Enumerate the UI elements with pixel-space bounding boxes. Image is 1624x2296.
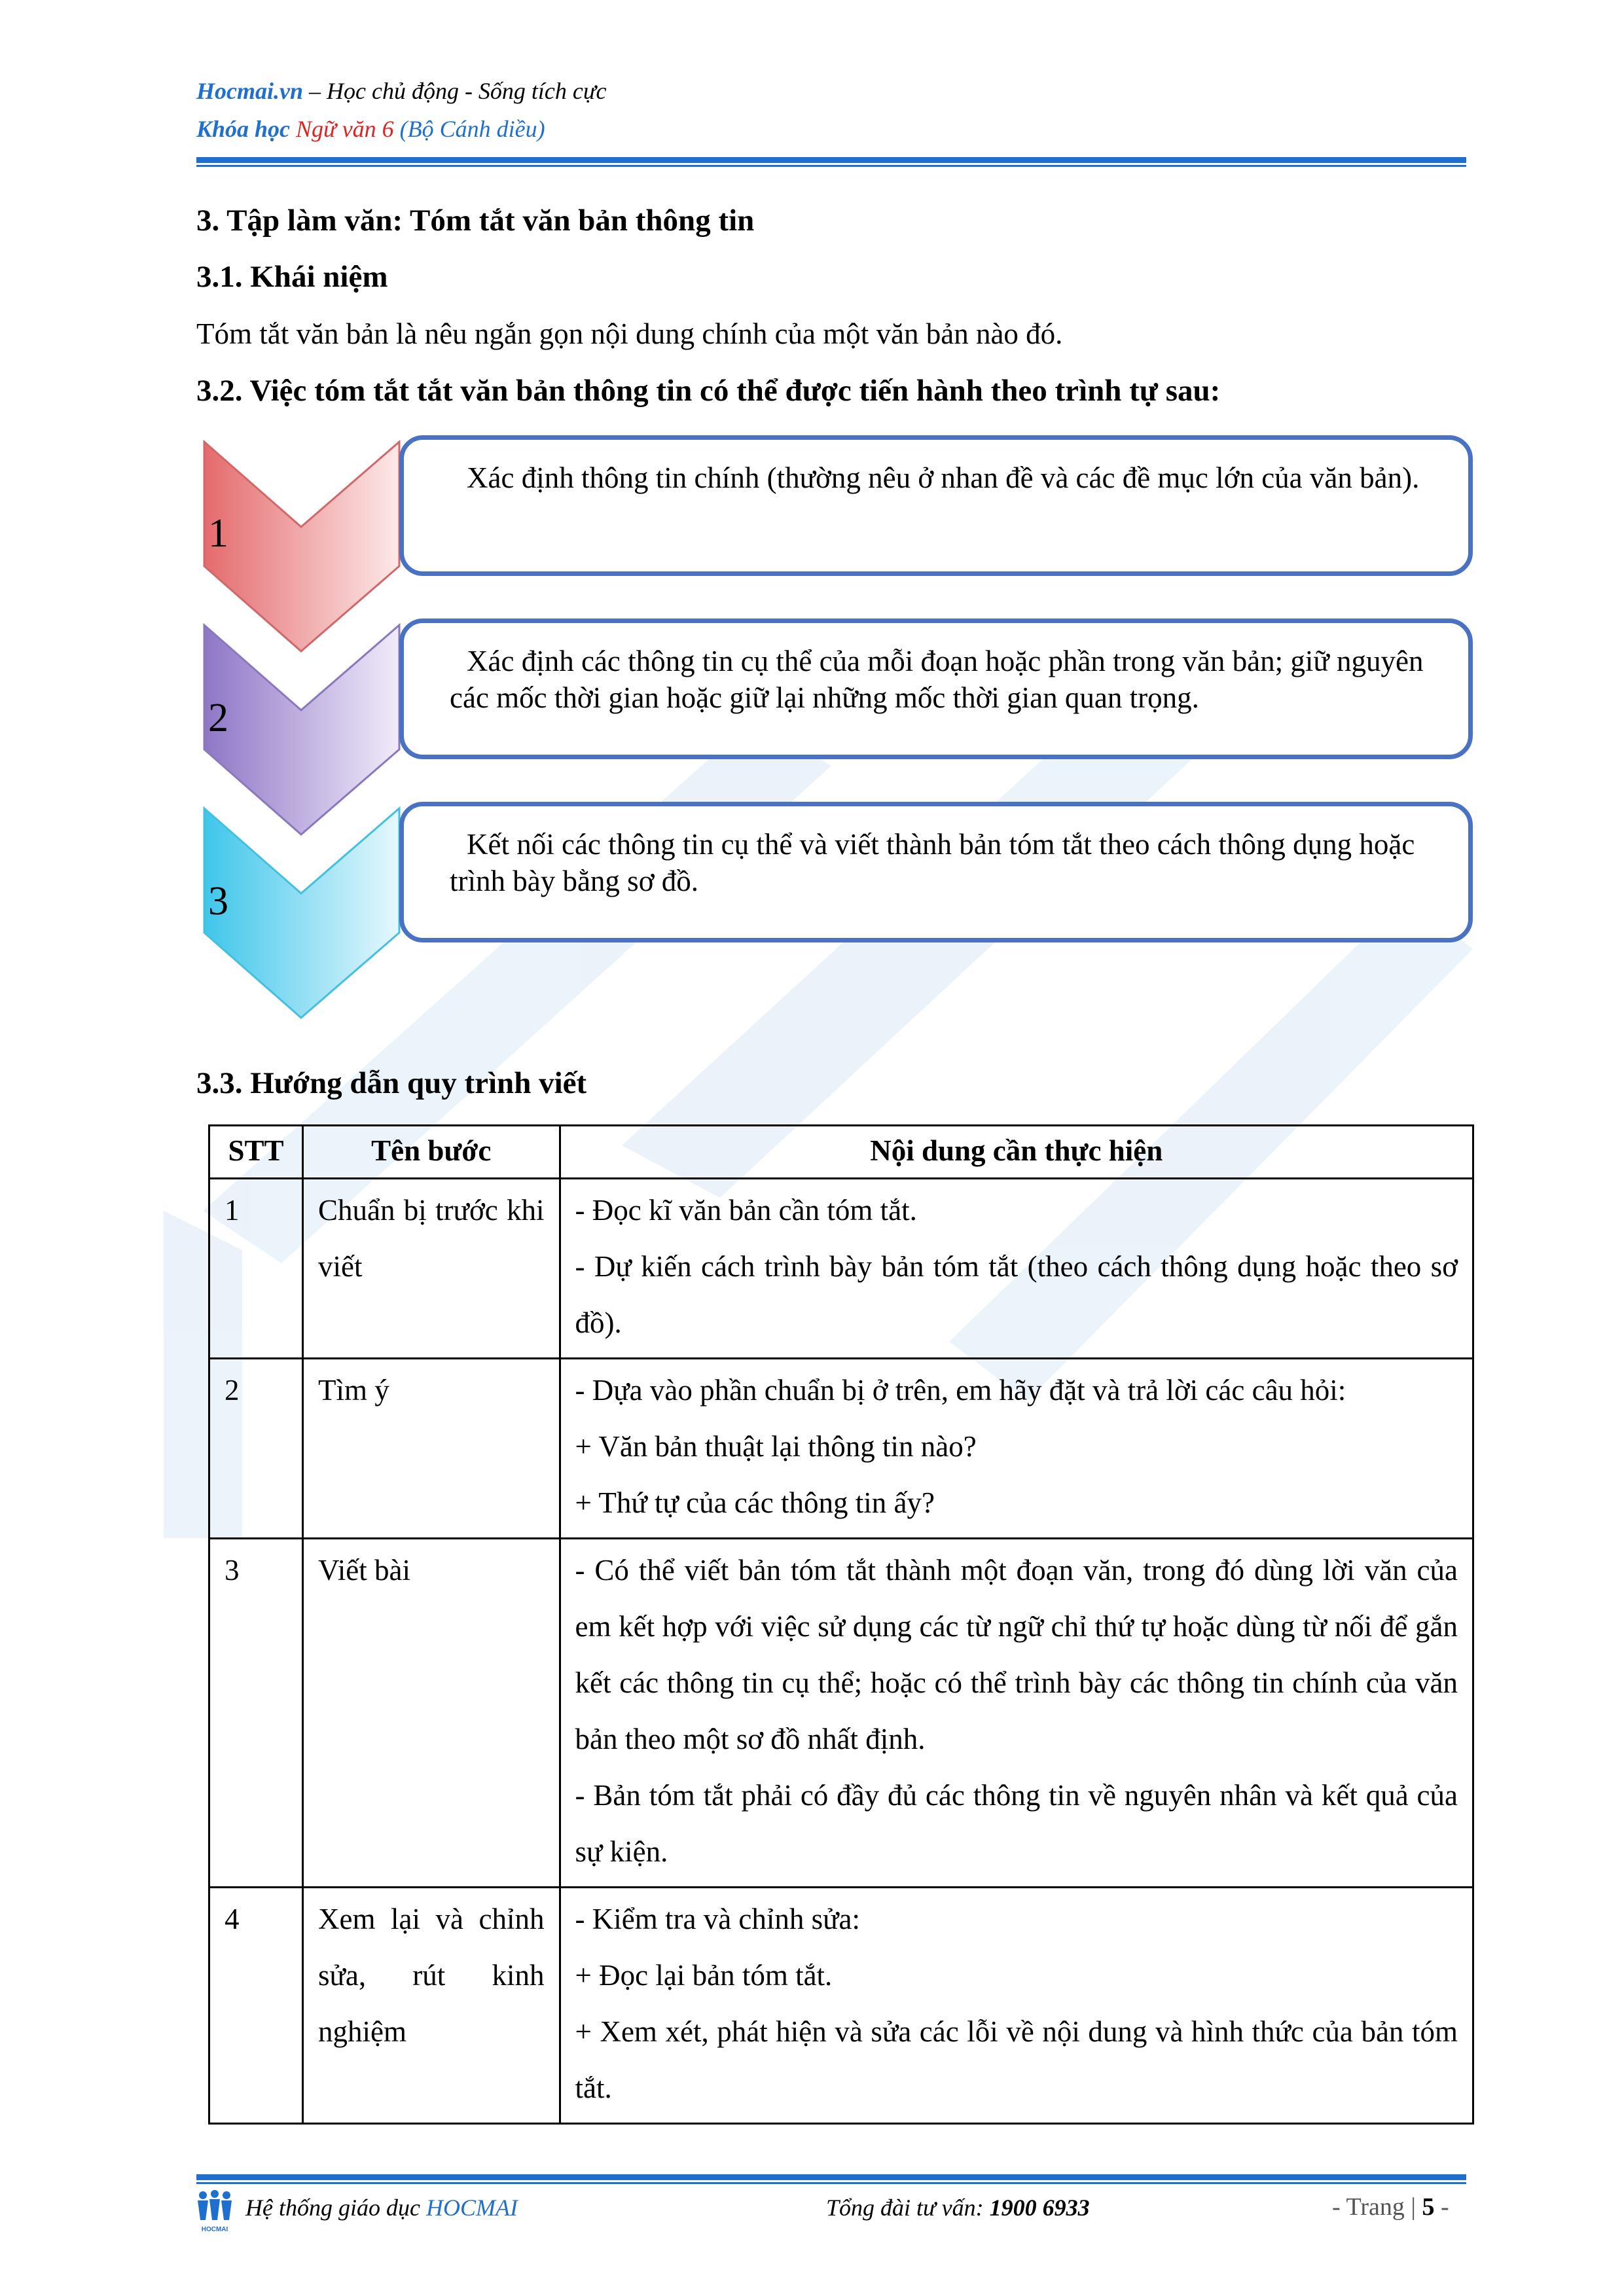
row-1-content xyxy=(560,1179,1473,1359)
row-1-line-1: - Đọc kĩ văn bản cần tóm tắt. xyxy=(575,1194,917,1227)
chevron-1-shape xyxy=(204,442,399,651)
process-chevrons xyxy=(196,429,412,1037)
row-3-line-2: - Bản tóm tắt phải có đầy đủ các thông tin về nguyên nhân và kết quả của sự kiện. xyxy=(575,1779,1458,1868)
header-rule xyxy=(196,157,1466,163)
row-1-line-2: - Dự kiến cách trình bày bản tóm tắt (theo cách thông dụng hoặc theo sơ đồ). xyxy=(575,1250,1458,1339)
step-3-number: 3 xyxy=(208,879,228,924)
chevron-3-shape xyxy=(204,808,399,1018)
row-4-name: Xem lại và chỉnh sửa, rút kinh nghiệm xyxy=(302,1888,560,2124)
header-line-1 xyxy=(196,77,607,105)
step-2-text: Xác định các thông tin cụ thể của mỗi đoạn hoặc phần trong văn bản; giữ nguyên các mốc thời gian hoặc giữ lại những mốc thời gian quan trọng. xyxy=(450,645,1424,714)
course-subject: Ngữ văn 6 xyxy=(296,116,394,142)
header-line-2 xyxy=(196,115,545,143)
row-1-stt: 1 xyxy=(209,1179,303,1359)
footer-hotline: Tổng đài tư vấn: 1900 6933 xyxy=(826,2195,1090,2221)
footer-rule-thin xyxy=(196,2182,1466,2184)
table-row xyxy=(209,1539,1473,1888)
row-3-content xyxy=(560,1539,1473,1888)
row-3-stt: 3 xyxy=(209,1539,303,1888)
tagline: – Học chủ động - Sống tích cực xyxy=(302,78,607,104)
header-stt: STT xyxy=(209,1126,303,1179)
writing-process-table xyxy=(208,1124,1474,2125)
row-2-line-1: - Dựa vào phần chuẩn bị ở trên, em hãy đặt và trả lời các câu hỏi: xyxy=(575,1374,1346,1407)
page-number: 5 xyxy=(1422,2193,1435,2221)
row-4-line-3: + Xem xét, phát hiện và sửa các lỗi về nội dung và hình thức của bản tóm tắt. xyxy=(575,2015,1458,2104)
step-2-box xyxy=(399,619,1473,759)
step-2-number: 2 xyxy=(208,696,228,740)
row-2-line-2: + Văn bản thuật lại thông tin nào? xyxy=(575,1430,977,1463)
step-1-number: 1 xyxy=(208,511,228,556)
row-2-content xyxy=(560,1359,1473,1539)
step-3-box xyxy=(399,802,1473,942)
subsection-3-3-title: 3.3. Hướng dẫn quy trình viết xyxy=(196,1066,587,1100)
row-4-stt: 4 xyxy=(209,1888,303,2124)
page-indicator: - Trang | 5 - xyxy=(1332,2193,1449,2221)
table-row xyxy=(209,1359,1473,1539)
table-row xyxy=(209,1179,1473,1359)
row-4-line-1: - Kiểm tra và chỉnh sửa: xyxy=(575,1903,861,1935)
row-2-line-3: + Thứ tự của các thông tin ấy? xyxy=(575,1486,935,1519)
hotline-number: 1900 6933 xyxy=(989,2195,1090,2221)
table-row xyxy=(209,1888,1473,2124)
chevron-2-shape xyxy=(204,625,399,834)
brand-name[interactable]: Hocmai.vn xyxy=(196,78,303,104)
subsection-3-1-title: 3.1. Khái niệm xyxy=(196,260,388,294)
row-3-line-1: - Có thể viết bản tóm tắt thành một đoạn văn, trong đó dùng lời văn của em kết hợp với việc sử dụng các từ ngữ chỉ thứ tự hoặc dùng từ nối để gắn kết các thông tin cụ thể; hoặc có thể trình bày các thông tin chính của văn bản theo một sơ đồ nhất định. xyxy=(575,1554,1458,1755)
row-3-name: Viết bài xyxy=(302,1539,560,1888)
header-content: Nội dung cần thực hiện xyxy=(560,1126,1473,1179)
subsection-3-2-title: 3.2. Việc tóm tắt tắt văn bản thông tin có thể được tiến hành theo trình tự sau: xyxy=(196,374,1221,408)
step-1-box xyxy=(399,435,1473,576)
course-prefix: Khóa học xyxy=(196,116,297,142)
course-series: (Bộ Cánh diều) xyxy=(393,116,545,142)
footer-system: Hệ thống giáo dục HOCMAI xyxy=(245,2195,518,2221)
table-header-row xyxy=(209,1126,1473,1179)
step-1-text: Xác định thông tin chính (thường nêu ở nhan đề và các đề mục lớn của văn bản). xyxy=(467,461,1420,494)
row-2-stt: 2 xyxy=(209,1359,303,1539)
row-1-name: Chuẩn bị trước khi viết xyxy=(302,1179,560,1359)
step-3-text: Kết nối các thông tin cụ thể và viết thành bản tóm tắt theo cách thông dụng hoặc trình bày bằng sơ đồ. xyxy=(450,828,1415,897)
hocmai-logo-icon xyxy=(195,2190,234,2232)
section-title: 3. Tập làm văn: Tóm tắt văn bản thông tin xyxy=(196,204,755,238)
footer-rule xyxy=(196,2174,1466,2180)
row-4-content xyxy=(560,1888,1473,2124)
logo-text: HOCMAI xyxy=(201,2226,228,2233)
row-2-name: Tìm ý xyxy=(302,1359,560,1539)
header-step-name: Tên bước xyxy=(302,1126,560,1179)
footer-brand[interactable]: HOCMAI xyxy=(425,2195,518,2221)
row-4-line-2: + Đọc lại bản tóm tắt. xyxy=(575,1959,833,1992)
subsection-3-1-text: Tóm tắt văn bản là nêu ngắn gọn nội dung chính của một văn bản nào đó. xyxy=(196,317,1063,350)
header-rule-thin xyxy=(196,165,1466,167)
